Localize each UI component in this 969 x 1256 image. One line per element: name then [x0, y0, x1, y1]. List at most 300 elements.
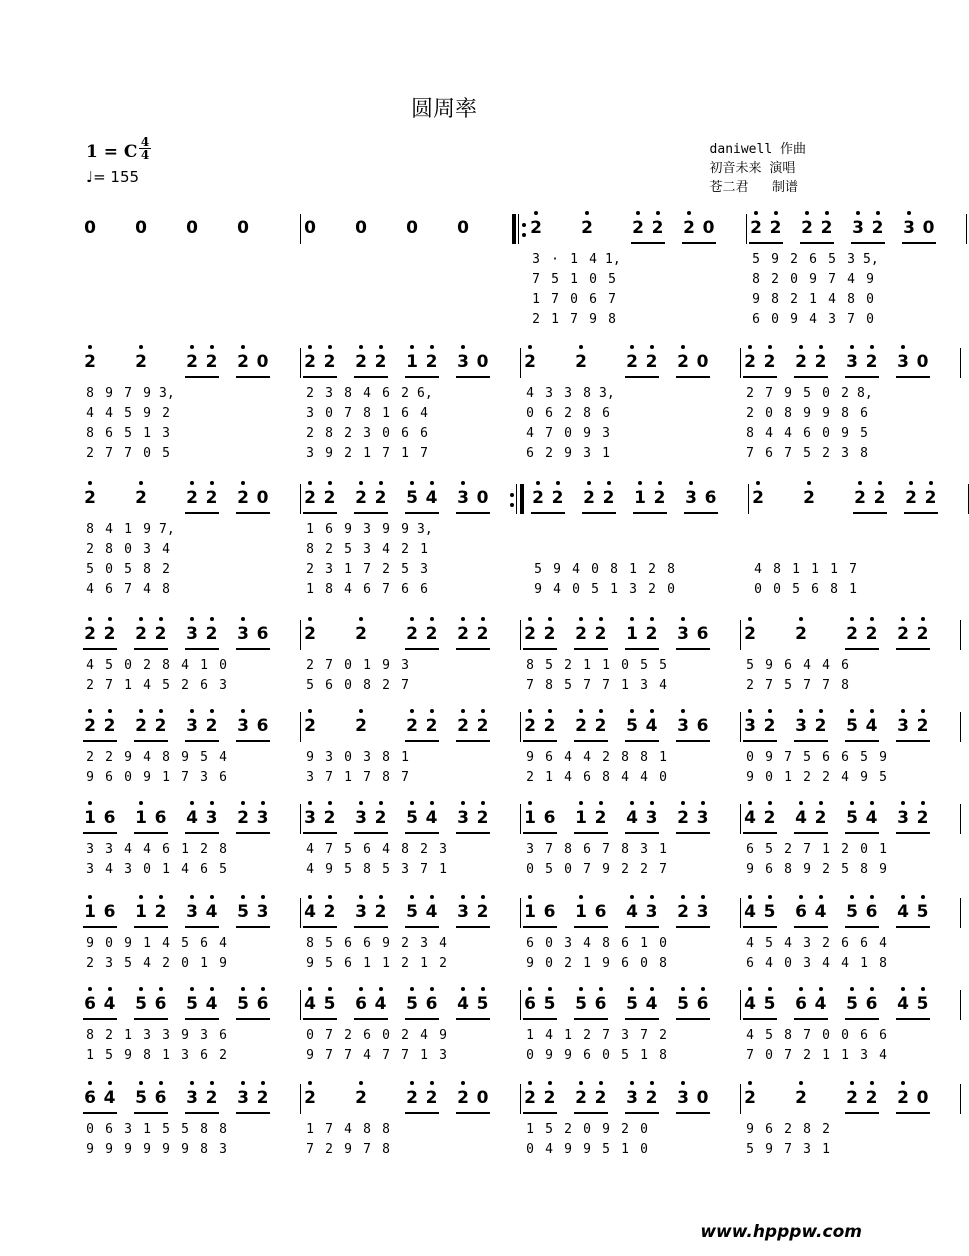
octave-dot	[650, 987, 654, 991]
note: 4	[814, 902, 828, 922]
digit: 3	[803, 956, 811, 971]
octave-dot	[461, 345, 465, 349]
bar-line	[966, 214, 967, 244]
note: 2	[425, 624, 439, 644]
beam-underline	[134, 1018, 168, 1020]
digit: 4	[621, 770, 629, 785]
note: 6	[256, 716, 269, 736]
digit: 5	[659, 658, 667, 673]
note: 2	[916, 624, 930, 644]
digit: 1	[420, 956, 428, 971]
note: 3	[896, 352, 910, 372]
octave-dot	[108, 617, 112, 621]
beam-underline	[405, 1018, 439, 1020]
digit: 9	[325, 446, 333, 461]
digit: 6	[841, 750, 849, 765]
digit: 3	[306, 446, 314, 461]
digit: 3	[162, 1028, 170, 1043]
note: 2	[205, 352, 219, 372]
note: 6	[154, 1088, 168, 1108]
digit: 1	[363, 446, 371, 461]
octave-dot	[159, 1081, 163, 1085]
octave-dot	[878, 481, 882, 485]
octave-dot	[650, 895, 654, 899]
digit: 1	[420, 1048, 428, 1063]
beam-underline	[354, 832, 388, 834]
note: 2	[802, 488, 816, 508]
octave-dot	[210, 987, 214, 991]
digit: 1	[439, 862, 447, 877]
digit: 4	[143, 582, 151, 597]
digit: 4	[746, 1028, 754, 1043]
digit: 7	[551, 292, 559, 307]
digit: 4	[105, 406, 113, 421]
bar-line	[520, 348, 521, 378]
octave-dot	[850, 801, 854, 805]
digit: 2	[803, 770, 811, 785]
digit: 0	[382, 1028, 390, 1043]
note: 2	[236, 352, 250, 372]
digit: 1	[784, 770, 792, 785]
digit: 4	[754, 562, 762, 577]
octave-dot	[210, 709, 214, 713]
bar-line	[960, 712, 961, 742]
note: 2	[236, 808, 250, 828]
octave-dot	[901, 987, 905, 991]
digit: 2	[439, 956, 447, 971]
digit: 9	[746, 862, 754, 877]
digit: 2	[822, 770, 830, 785]
beam-underline	[743, 926, 777, 928]
note: 2	[476, 808, 490, 828]
note: 5	[185, 994, 199, 1014]
digit: 4	[306, 862, 314, 877]
note: 6	[256, 624, 269, 644]
digit: 9	[306, 750, 314, 765]
note: 1	[523, 902, 537, 922]
digit: 1	[809, 292, 817, 307]
digit: 8	[784, 406, 792, 421]
digit: 8	[847, 292, 855, 307]
octave-dot	[701, 895, 705, 899]
digit: 9	[602, 956, 610, 971]
digit: 8	[382, 1142, 390, 1157]
beam-underline	[684, 512, 718, 514]
note: 2	[303, 488, 317, 508]
octave-dot	[241, 617, 245, 621]
digit: 3	[200, 1028, 208, 1043]
digit: 8	[564, 842, 572, 857]
bar-line	[300, 990, 301, 1020]
octave-dot	[261, 895, 265, 899]
note: 3	[354, 902, 368, 922]
digit: 2	[746, 406, 754, 421]
bar-line	[520, 898, 521, 928]
digit: 7	[746, 446, 754, 461]
octave-dot	[359, 481, 363, 485]
octave-dot	[359, 617, 363, 621]
note: 6	[794, 994, 808, 1014]
digit: 1	[401, 446, 409, 461]
note: 5	[236, 994, 250, 1014]
digit: 4	[879, 1048, 887, 1063]
digit: 9	[124, 936, 132, 951]
octave-dot	[108, 709, 112, 713]
digit: 3	[162, 426, 170, 441]
digit: 5	[803, 386, 811, 401]
note: 2	[580, 218, 594, 238]
digit: 7	[765, 678, 773, 693]
note: 5	[625, 994, 639, 1014]
note: 5	[845, 902, 859, 922]
digit: 7	[602, 842, 610, 857]
digit: 0	[640, 1122, 648, 1137]
note: 4	[896, 994, 910, 1014]
digit: 9	[439, 1028, 447, 1043]
octave-dot	[410, 987, 414, 991]
beam-underline	[523, 740, 557, 742]
octave-dot	[210, 617, 214, 621]
digit: 4	[181, 658, 189, 673]
octave-dot	[687, 211, 691, 215]
digit: 3	[420, 562, 428, 577]
digit: 9	[752, 292, 760, 307]
digit: 7	[803, 842, 811, 857]
note: 2	[405, 624, 419, 644]
digit: 1	[640, 936, 648, 951]
beam-underline	[794, 376, 828, 378]
octave-dot	[308, 1081, 312, 1085]
digit: 4	[765, 426, 773, 441]
note: 4	[103, 1088, 117, 1108]
note: 0	[922, 218, 935, 238]
note: 1	[134, 808, 148, 828]
octave-dot	[599, 617, 603, 621]
note: 6	[594, 902, 607, 922]
digit: 0	[105, 936, 113, 951]
digit: 5	[621, 1048, 629, 1063]
note: 2	[916, 808, 930, 828]
digit: 7	[849, 562, 857, 577]
digit: 1	[363, 658, 371, 673]
digit: 5	[325, 956, 333, 971]
bar-line	[300, 214, 301, 244]
note: 2	[751, 488, 765, 508]
digit: 2	[621, 862, 629, 877]
octave-dot	[748, 1081, 752, 1085]
digit: 4	[143, 842, 151, 857]
octave-dot	[308, 895, 312, 899]
digit: 8	[382, 750, 390, 765]
note: 2	[323, 902, 337, 922]
note: 0	[696, 352, 709, 372]
octave-dot	[799, 895, 803, 899]
digit: 0	[640, 956, 648, 971]
digit: 2	[200, 842, 208, 857]
octave-dot	[241, 709, 245, 713]
digit: 5	[162, 678, 170, 693]
digit: 1	[551, 312, 559, 327]
note: 5	[405, 488, 419, 508]
digit: 9	[382, 936, 390, 951]
digit: 7	[401, 678, 409, 693]
beam-underline	[574, 1018, 608, 1020]
digit: 7	[828, 272, 836, 287]
octave-dot	[850, 345, 854, 349]
digit: 6	[420, 426, 428, 441]
octave-dot	[308, 709, 312, 713]
digit: 9	[143, 386, 151, 401]
digit: 7	[325, 770, 333, 785]
beam-underline	[134, 740, 168, 742]
octave-dot	[139, 1081, 143, 1085]
note: 5	[134, 994, 148, 1014]
digit: 0	[124, 770, 132, 785]
beam-underline	[134, 832, 168, 834]
digit: 8	[363, 678, 371, 693]
beam-underline	[303, 926, 337, 928]
digit: 4	[363, 386, 371, 401]
digit: 7	[401, 1048, 409, 1063]
staff-system	[0, 1082, 929, 1202]
octave-dot	[681, 895, 685, 899]
digit: 1	[382, 406, 390, 421]
octave-dot	[528, 801, 532, 805]
octave-dot	[328, 895, 332, 899]
beam-underline	[794, 832, 828, 834]
digit: 2	[86, 446, 94, 461]
digit: 6	[583, 1048, 591, 1063]
octave-dot	[210, 895, 214, 899]
digit: 3	[124, 862, 132, 877]
digit: 8	[659, 956, 667, 971]
note: 3	[676, 716, 690, 736]
note: 2	[845, 1088, 859, 1108]
digit: 8	[306, 542, 314, 557]
digit: 1	[610, 582, 618, 597]
octave-dot	[901, 617, 905, 621]
octave-dot	[359, 987, 363, 991]
digit: 4	[420, 406, 428, 421]
octave-dot	[870, 895, 874, 899]
digit: 9	[401, 522, 409, 537]
digit: 4	[659, 678, 667, 693]
digit: 1	[659, 750, 667, 765]
octave-dot	[430, 1081, 434, 1085]
note: 6	[704, 488, 717, 508]
digit: 8	[879, 956, 887, 971]
beam-underline	[749, 242, 783, 244]
digit: 0	[621, 658, 629, 673]
digit: 2	[564, 1122, 572, 1137]
digit: 6	[363, 936, 371, 951]
digit: 8	[401, 842, 409, 857]
note: 3	[256, 808, 270, 828]
digit: 5	[765, 936, 773, 951]
note: 2	[865, 1088, 879, 1108]
note: 2	[904, 488, 918, 508]
note: 0	[355, 218, 367, 238]
digit: 3	[841, 446, 849, 461]
digit: 0	[841, 1028, 849, 1043]
digit: 9	[803, 406, 811, 421]
beam-underline	[743, 376, 777, 378]
digit: 1	[162, 770, 170, 785]
beam-underline	[896, 1112, 930, 1114]
digit: 6	[589, 292, 597, 307]
digit: 2	[86, 678, 94, 693]
digit: 2	[306, 658, 314, 673]
beam-underline	[354, 376, 388, 378]
digit: 2	[344, 446, 352, 461]
digit: 2	[564, 658, 572, 673]
note: 5	[405, 994, 419, 1014]
digit: 7	[363, 562, 371, 577]
octave-dot	[430, 345, 434, 349]
octave-dot	[139, 709, 143, 713]
octave-dot	[850, 1081, 854, 1085]
beam-underline	[853, 512, 887, 514]
digit: 3	[200, 770, 208, 785]
digit: 2	[401, 542, 409, 557]
octave-dot	[410, 617, 414, 621]
beam-underline	[682, 242, 716, 244]
beam-underline	[134, 926, 168, 928]
time-signature	[138, 136, 152, 161]
beam-underline	[83, 648, 117, 650]
digit: 2	[382, 562, 390, 577]
repeat-thin-line	[518, 214, 519, 244]
digit: 8	[784, 862, 792, 877]
digit: 6	[105, 426, 113, 441]
beam-underline	[625, 376, 659, 378]
digit: 6	[860, 936, 868, 951]
octave-dot	[901, 1081, 905, 1085]
note: 5	[845, 994, 859, 1014]
digit: 9	[879, 862, 887, 877]
beam-underline	[236, 740, 270, 742]
note: 2	[749, 218, 763, 238]
digit: 7	[306, 1142, 314, 1157]
octave-dot	[819, 345, 823, 349]
octave-dot	[241, 345, 245, 349]
note: 3	[851, 218, 865, 238]
octave-dot	[241, 801, 245, 805]
digit: 9	[564, 446, 572, 461]
digit: 2	[162, 562, 170, 577]
digit: 4	[841, 770, 849, 785]
octave-dot	[681, 987, 685, 991]
octave-dot	[159, 987, 163, 991]
beam-underline	[83, 926, 117, 928]
digit: 8	[86, 522, 94, 537]
digit: 4	[572, 562, 580, 577]
octave-dot	[907, 211, 911, 215]
digit: 2	[841, 386, 849, 401]
digit: 2	[564, 956, 572, 971]
beam-underline	[625, 926, 659, 928]
digit: 8	[363, 406, 371, 421]
digit: 2	[583, 1028, 591, 1043]
octave-dot	[548, 987, 552, 991]
digit: 1	[792, 562, 800, 577]
digit: 9	[841, 426, 849, 441]
octave-dot	[599, 801, 603, 805]
note: 6	[256, 994, 270, 1014]
digit: 5	[602, 1142, 610, 1157]
digit: 5,	[863, 252, 879, 267]
octave-dot	[850, 617, 854, 621]
note: 3	[696, 902, 710, 922]
note: 2	[425, 352, 439, 372]
octave-dot	[870, 1081, 874, 1085]
note: 2	[103, 624, 117, 644]
digit: 8	[143, 1048, 151, 1063]
digit: 8	[526, 658, 534, 673]
digit: 8	[86, 1028, 94, 1043]
digit: 2	[401, 1028, 409, 1043]
note: 3	[354, 808, 368, 828]
note: 2	[924, 488, 938, 508]
digit: 2	[545, 446, 553, 461]
digit: 0	[754, 582, 762, 597]
digit: 5	[382, 862, 390, 877]
digit: 5	[124, 562, 132, 577]
credit-transcriber: 苍二君 制谱	[709, 180, 799, 195]
digit: 7	[325, 658, 333, 673]
digit: 4	[526, 386, 534, 401]
digit: 2	[105, 1028, 113, 1043]
digit: 7	[363, 1142, 371, 1157]
note: 2	[602, 488, 616, 508]
note: 3	[236, 1088, 250, 1108]
octave-dot	[534, 211, 538, 215]
digit: 6	[765, 862, 773, 877]
note: 2	[205, 1088, 219, 1108]
note: 3	[896, 716, 910, 736]
digit: 6	[105, 1122, 113, 1137]
digit: 7	[382, 1048, 390, 1063]
digit: 3	[532, 252, 540, 267]
digit: 8	[325, 582, 333, 597]
note: 2	[83, 624, 97, 644]
digit: 4	[784, 936, 792, 951]
digit: 9	[564, 1048, 572, 1063]
beam-underline	[236, 1018, 270, 1020]
digit: 0	[570, 292, 578, 307]
octave-dot	[901, 345, 905, 349]
digit: 2	[325, 542, 333, 557]
digit: 0	[86, 1122, 94, 1137]
digit: 2	[420, 842, 428, 857]
digit: 4	[822, 956, 830, 971]
digit: 1	[200, 956, 208, 971]
digit: 5	[803, 750, 811, 765]
digit: 5	[325, 936, 333, 951]
note: 2	[574, 1088, 588, 1108]
digit: 4	[382, 542, 390, 557]
digit: 8	[841, 678, 849, 693]
octave-dot	[768, 709, 772, 713]
note: 2	[574, 352, 588, 372]
digit: 2	[803, 1048, 811, 1063]
octave-dot	[139, 481, 143, 485]
note: 2	[134, 352, 148, 372]
octave-dot	[748, 895, 752, 899]
note: 4	[743, 902, 757, 922]
digit: 2	[181, 678, 189, 693]
beam-underline	[354, 926, 388, 928]
